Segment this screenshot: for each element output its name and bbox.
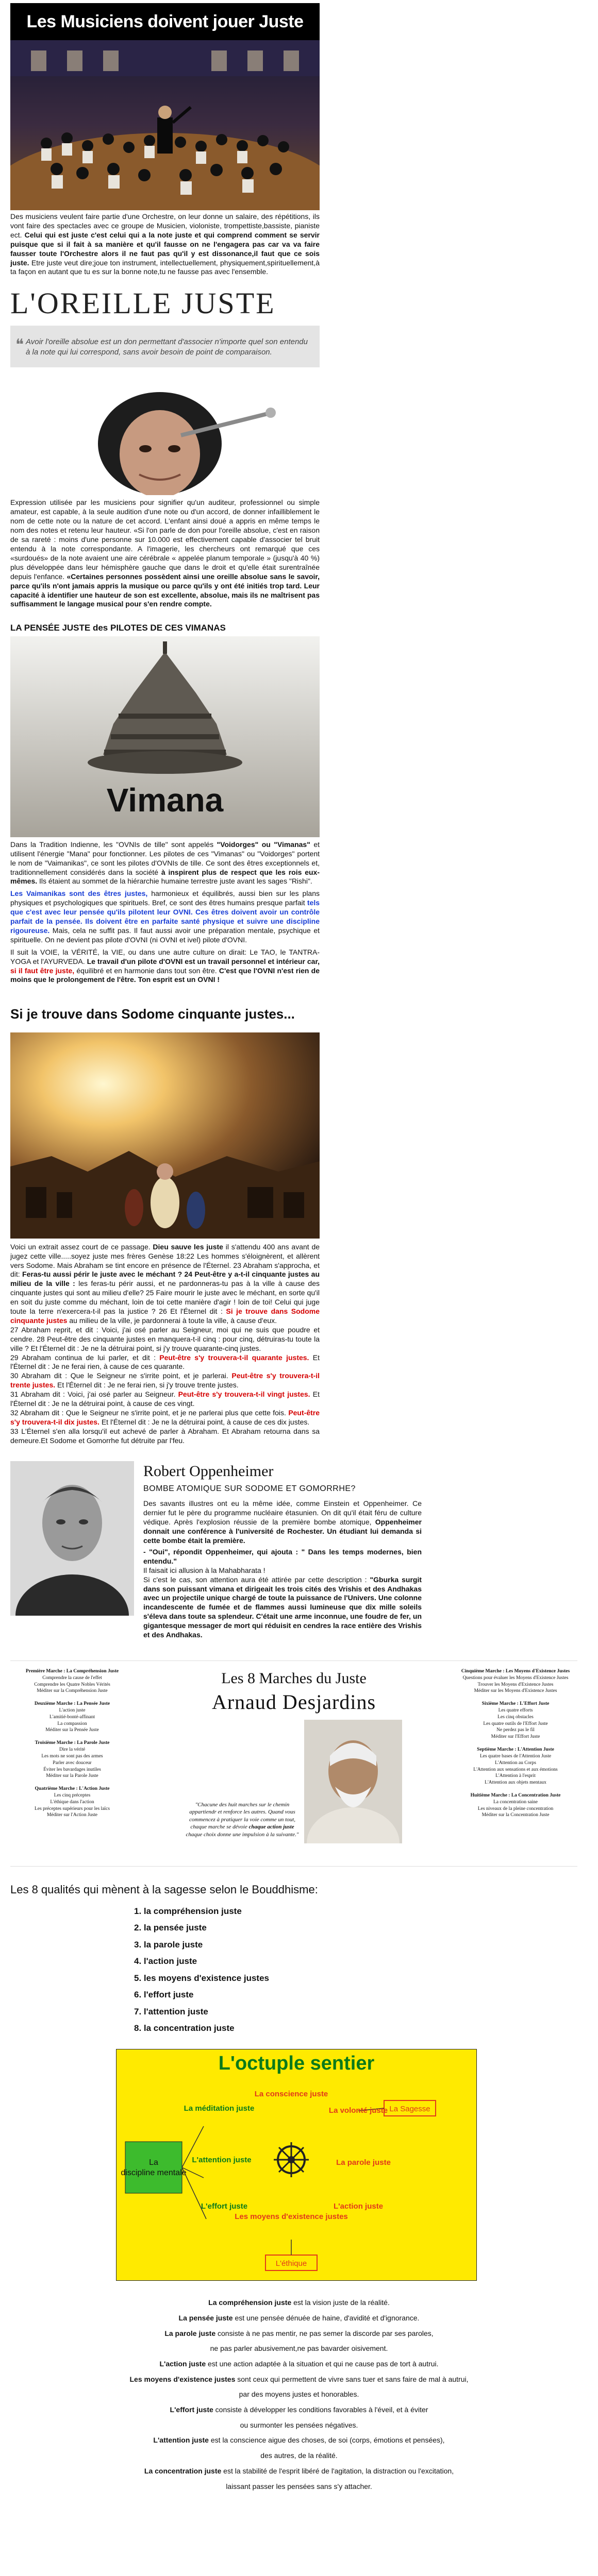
discipline-text: discipline mentale	[121, 2168, 187, 2178]
definition-text: est la conscience aigue des choses, de soi (corps, émotions et pensées),	[208, 2436, 445, 2445]
marche-heading: Troisième Marche : La Parole Juste	[35, 1740, 110, 1746]
marche-block	[454, 1668, 577, 1694]
definition-term: L'effort juste	[170, 2405, 213, 2414]
sodome-p4	[10, 1371, 320, 1390]
definitions-section	[0, 2295, 598, 2504]
desjardins-portrait	[304, 1720, 402, 1843]
vimana-illustration	[10, 636, 320, 837]
oreille-section	[10, 371, 320, 985]
page-title-text: Les Musiciens doivent jouer Juste	[26, 11, 304, 31]
definition-text: consiste à ne pas mentir, ne pas semer la discorde par ses paroles,	[215, 2329, 434, 2337]
definition-line	[21, 2387, 577, 2402]
marches-caption-a: "Chacune des huit marches sur le chemin appartiendr et renforce les autres. Quand vous commencez à pratiquer la voie comme un tout, chaque marche se dévoie	[189, 1801, 295, 1831]
list-item: 4. l'action juste	[134, 1956, 197, 1967]
definition-term: La pensée juste	[178, 2313, 233, 2322]
oppenheimer-text2-b: "Gburka surgit dans son puissant vimana et dirigeait les trois cités des Vrishis et des Andhakas avec un projectile unique chargé de toute la puissance de l'Univers. Une colonne incandescente de fumée et de flammes aussi lumineuse que dix mille soleils s'éleva dans toute sa splendeur. C'était une arme inconnue, une foudre de fer, un gigantesque messager de mort qui réduisit en cendres la race entière des Vrishis et des Andhakas.	[143, 1575, 422, 1639]
marche-line: Les cinq préceptes	[54, 1792, 91, 1798]
quote-text: Avoir l'oreille absolue est un don permettant d'associer n'importe quel son entendu à la note qui lui correspond, sans avoir besoin de point de comparaison.	[26, 337, 308, 357]
marche-block	[454, 1747, 577, 1786]
marche-line: Méditer sur la Parole Juste	[46, 1773, 98, 1779]
definition-line	[21, 2295, 577, 2311]
marches-caption	[186, 1801, 299, 1844]
marche-heading: Deuxième Marche : La Pensée Juste	[34, 1701, 110, 1707]
vimanas-text	[10, 837, 320, 985]
marche-line: Les quatre outils de l'Effort Juste	[483, 1721, 548, 1726]
oppenheimer-body	[143, 1461, 422, 1640]
orchestra-photo	[10, 40, 320, 210]
marche-line: La concentration saine	[493, 1799, 538, 1805]
sodome-p6	[10, 1409, 320, 1427]
sodome-text7b: Et l'Éternel dit : Je ne la détruirai point, à cause de ces vingt.	[10, 1390, 320, 1408]
list-item: 3. la parole juste	[134, 1939, 203, 1950]
marches-title: Les 8 Marches du Juste	[221, 1669, 367, 1687]
definition-line	[21, 2448, 577, 2464]
vimanas-p3-b: Le travail d'un pilote d'OVNI est un travail personnel et intérieur car,	[87, 957, 320, 965]
ethique-label: L'éthique	[275, 2259, 307, 2268]
node-moyens: Les moyens d'existence justes	[235, 2212, 348, 2222]
definition-text: ne pas parler abusivement,ne pas bavarder oisivement.	[210, 2344, 388, 2353]
marche-line: Les cinq obstacles	[497, 1714, 534, 1720]
marche-line: Méditer sur l'Effort Juste	[491, 1734, 540, 1740]
sodome-text8-red: Peut-être s'y trouvera-t-il dix justes.	[10, 1409, 320, 1426]
discipline-box	[125, 2142, 182, 2193]
sodome-text5b: Et l'Éternel dit : Je ne ferai rien, à cause de ces quarante.	[10, 1353, 320, 1371]
marches-center	[134, 1668, 454, 1859]
vimanas-p1-rest: et utilisent l'énergie "Mana" pour fonctionner. Les pilotes de ces "Vimanas" ou "Voidorges" portent le nom de "Vaimanikas", ce sont les pilotes d'OVNIs de tille. Ce sont des êtres exceptionnels et, traditionnellement considérés dans la société	[10, 840, 320, 876]
vimanas-p3-b2: C'est que l'OVNI n'est rien de moins que le prolongement de l'être. Ton esprit est un OVNI !	[10, 966, 320, 984]
oppenheimer-question: - "Oui", répondit Oppenheimer, qui ajouta : " Dans les temps modernes, bien entendu."	[143, 1547, 422, 1565]
marches-figure	[134, 1720, 454, 1843]
sodome-text8b: Et l'Éternel dit : Je ne la détruirai point, à cause de ces dix justes.	[101, 1417, 310, 1426]
definition-line	[21, 2341, 577, 2357]
qualites-title: Les 8 qualités qui mènent à la sagesse selon le Bouddhisme:	[10, 1883, 318, 1896]
sodome-p3	[10, 1353, 320, 1372]
octuple-diagram	[116, 2049, 477, 2284]
vimanas-p3-mid: équilibré et en harmonie dans tout son être.	[76, 966, 217, 975]
marche-line: Méditer sur la Concentration Juste	[481, 1812, 550, 1818]
marche-heading: Septième Marche : L'Attention Juste	[477, 1747, 554, 1753]
definition-text: sont ceux qui permettent de vivre sans tuer et sans faire de mal à autrui,	[235, 2375, 469, 2383]
marche-line: Méditer sur la Compréhension Juste	[37, 1688, 108, 1694]
oppenheimer-photo	[10, 1461, 134, 1616]
marche-line: L'éthique dans l'action	[50, 1799, 94, 1805]
marche-block	[10, 1701, 134, 1734]
marches-right	[454, 1668, 577, 1859]
marche-line: L'Attention au Corps	[495, 1760, 536, 1766]
sodome-text6: 30 Abraham dit : Que le Seigneur ne s'irrite point, et je parlerai.	[10, 1371, 228, 1380]
marche-line: Ne perdez pas le fil	[496, 1727, 535, 1733]
definition-term: L'attention juste	[153, 2436, 209, 2445]
vimanas-p2	[10, 889, 320, 944]
oppenheimer-subtitle: BOMBE ATOMIQUE SUR SODOME ET GOMORRHE?	[143, 1484, 356, 1494]
definition-line	[21, 2326, 577, 2342]
marche-heading: Sixième Marche : L'Effort Juste	[481, 1701, 550, 1707]
octuple-svg	[116, 2049, 477, 2281]
definition-line	[21, 2433, 577, 2448]
marche-line: Trouver les Moyens d'Existence Justes	[477, 1682, 554, 1687]
oreille-text	[10, 495, 320, 609]
sodome-title: Si je trouve dans Sodome cinquante justes...	[10, 1006, 295, 1022]
intro-p1-tail: Etre juste veut dire;joue ton instrument, intellectuellement, physiquement,spirituellement,à ta façon en autant que tu es sur la bonne note,tu ne fausse pas avec l'ensemble.	[10, 258, 320, 276]
marche-line: Méditer sur les Moyens d'Existence Justes	[474, 1688, 557, 1694]
marche-line: Dire la vérité	[59, 1747, 86, 1753]
marches-section	[10, 1660, 577, 1867]
vimanas-p2-blue: Les Vaimanikas sont des êtres justes,	[10, 889, 148, 898]
sodome-text8: 32 Abraham dit : Que le Seigneur ne s'irrite point, et je ne parlerai plus que cette fois.	[10, 1409, 286, 1417]
definition-text: par des moyens justes et honorables.	[239, 2390, 359, 2399]
definition-line	[21, 2372, 577, 2387]
qualites-section	[10, 1867, 577, 2037]
oppenheimer-name: Robert Oppenheimer	[143, 1462, 274, 1480]
definition-line	[21, 2479, 577, 2495]
orchestra-illustration	[10, 40, 320, 210]
marche-heading: Cinquième Marche : Les Moyens d'Existence Justes	[461, 1668, 570, 1674]
vimanas-p1-end: Ils étaient au sommet de la hiérarchie humaine terrestre juste avant les sages "Rishi".	[39, 877, 312, 886]
marche-line: L'Attention aux sensations et aux émotions	[473, 1767, 558, 1772]
list-item: 7. l'attention juste	[134, 2006, 208, 2016]
marche-line: Parler avec douceur	[53, 1760, 92, 1766]
marche-block	[454, 1792, 577, 1819]
marche-block	[454, 1701, 577, 1740]
sodome-text	[10, 1239, 320, 1446]
oppenheimer-text-a: Des savants illustres ont eu la même idée, comme Einstein et Oppenheimer. Ce dernier fut le père du programme nucléaire étasunien. On dit qu'il était féru de culture védique. Après l'explosion réussie de la première bombe atomique,	[143, 1499, 422, 1527]
oppenheimer-text2: Si c'est le cas, son attention aura été attirée par cette description :	[143, 1575, 367, 1584]
oppenheimer-portrait	[10, 1461, 134, 1616]
list-item: 5. les moyens d'existence justes	[134, 1973, 270, 1983]
oreille-text-1: Expression utilisée par les musiciens pour signifier qu'un auditeur, professionnel ou simple amateur, est capable, à la seule audition d'une note ou d'un accord, de donner infailliblement le nom de cette note ou la nature de cet accord. L'enfant ainsi doué a appris en même temps le nom des notes et retenu leur hauteur. «Si l'on parle de don pour l'oreille absolue, c'est en raison de sa rareté : moins d'une personne sur 10.000 est effectivement capable d'associer tel bruit entendu à la note correspondante. A l'imagerie, les chercheurs ont remarqué que ces «surdoués» de la note avaient une aire cérébrale « appelée planum temporale » (jusqu'à 40 %) plus développée dans leur hémisphère gauche que dans le droit et qu'elle était surentraînée depuis l'enfance.	[10, 498, 320, 581]
page-title	[10, 3, 320, 40]
vimana-photo	[10, 636, 320, 837]
list-item: 1. la compréhension juste	[134, 1906, 242, 1916]
vimanas-title: LA PENSÉE JUSTE des PILOTES DE CES VIMANAS	[10, 623, 226, 633]
definition-term: L'action juste	[159, 2360, 206, 2368]
definition-line	[21, 2418, 577, 2433]
ear-portrait-illustration	[10, 371, 320, 495]
vimanas-p3	[10, 948, 320, 985]
musiciens-section	[10, 3, 320, 326]
marche-heading: Huitième Marche : La Concentration Juste	[470, 1792, 561, 1798]
oppenheimer-section	[10, 1461, 577, 1640]
oppenheimer-answer: Il faisait ici allusion à la Mahabharata !	[143, 1566, 265, 1574]
definition-text: est la vision juste de la réalité.	[291, 2298, 390, 2307]
marche-line: Questions pour évaluer les Moyens d'Existence Justes	[462, 1675, 569, 1681]
intro-p1-bold: Celui qui est juste c'est celui qui a la note juste et qui comprend comment se servir puisque que si il fait à sa manière et qu'il fausse on ne l'engagera pas car va va faire fausser toute l'Orchestre alors il ne faut pas qu'il y est dissonance,il faut que ce sois juste.	[10, 230, 320, 267]
marche-heading: Première Marche : La Compréhension Juste	[25, 1668, 119, 1674]
marche-line: La compassion	[57, 1721, 87, 1726]
node-conscience: La conscience juste	[254, 2090, 328, 2099]
marche-block	[10, 1740, 134, 1780]
definition-text: des autres, de la réalité.	[260, 2451, 338, 2460]
sodome-text7: 31 Abraham dit : Voici, j'ai osé parler au Seigneur.	[10, 1390, 176, 1399]
vimanas-p1-a: Dans la Tradition Indienne, les "OVNIs de tille" sont appelés	[10, 840, 214, 849]
node-volonte: La volonté juste	[328, 2106, 388, 2115]
marche-line: Les quatre efforts	[498, 1708, 533, 1713]
marche-line: Éviter les bavardages inutiles	[43, 1767, 101, 1772]
sodome-intro: Voici un extrait assez court de ce passage.	[10, 1242, 151, 1251]
intro-text	[10, 210, 320, 277]
vimanas-p1-b2: à inspirent plus de respect que les rois eux-mêmes.	[10, 868, 320, 886]
node-parole: La parole juste	[336, 2158, 391, 2167]
sodome-text6-red: Peut-être s'y trouvera-t-il trente justes.	[10, 1371, 320, 1389]
vimanas-p2-blue2: tels que c'est avec leur pensée qu'ils pilotent leur OVNI. Ces êtres doivent avoir un contrôle parfait de la pensée. Ils doivent être en parfaite santé physique et suivre une discipline rigoureuse.	[10, 899, 320, 935]
oppenheimer-text-b: Oppenheimer donnait une conférence à l'université de Rochester. Un étudiant lui demanda si cette bombe était la première.	[143, 1518, 422, 1545]
oreille-text-2: «Certaines personnes possèdent ainsi une oreille absolue sans le savoir, parce qu'ils n'ont jamais appris la musique ou parce qu'ils y ont été initiés trop tard. Leur capacité à identifier une hauteur de son est excellente, absolue, mais ils ne maîtrisent pas suffisamment le langage musical pour s'en rendre compte.	[10, 572, 320, 608]
musician-portrait	[10, 371, 320, 495]
marche-block	[10, 1668, 134, 1694]
sodome-text-b: Feras-tu aussi périr le juste avec le méchant ? 24 Peut-être y a-t-il cinquante justes au milieu de la ville :	[10, 1270, 320, 1288]
marches-author: Arnaud Desjardins	[211, 1690, 376, 1714]
marche-line: L'amitié-bonté-affinant	[49, 1714, 95, 1720]
sodome-text2: les feras-tu périr aussi, et ne pardonneras-tu pas à la ville à cause des cinquante justes qui sont au milieu d'elle? 25 Faire mourir le juste avec le méchant, en sorte qu'il en soit du juste comme du méchant, loin de toi cette manière d'agir ! loin de toi! Celui qui juge toute la terre n'exercera-t-il pas la justice ? 26 Et l'Éternel dit :	[10, 1279, 320, 1316]
list-item: 8. la concentration juste	[134, 2023, 235, 2033]
sodome-text2-red: Si je trouve dans Sodome cinquante justes	[10, 1307, 320, 1325]
vimanas-p1	[10, 840, 320, 887]
definition-term: La compréhension juste	[208, 2298, 292, 2307]
definition-text: est la stabilité de l'esprit libéré de l'agitation, la distraction ou l'excitation,	[221, 2466, 454, 2475]
oreille-title: L'OREILLE JUSTE	[10, 286, 276, 320]
sodome-text7-red: Peut-être s'y trouvera-t-il vingt justes.	[178, 1390, 310, 1399]
marche-block	[10, 1786, 134, 1819]
marches-caption-end: chaque choix donne une impulsion à la suivante."	[186, 1831, 299, 1838]
sodome-p7: 33 L'Éternel s'en alla lorsqu'il eut achevé de parler à Abraham. Et Abraham retourna dans sa demeure.Et Sodome et Gomorrhe fut détruite par l'feu.	[10, 1427, 320, 1445]
sodome-p1	[10, 1243, 320, 1326]
sodome-text5: 29 Abraham continua de lui parler, et dit :	[10, 1353, 156, 1362]
definition-text: est une pensée dénuée de haine, d'avidité et d'ignorance.	[232, 2313, 420, 2322]
marche-line: L'Attention à l'esprit	[495, 1773, 536, 1779]
sodome-illustration	[10, 1032, 320, 1239]
definition-text: ou surmonter les pensées négatives.	[240, 2420, 358, 2429]
sodome-p2: 27 Abraham reprit, et dit : Voici, j'ai osé parler au Seigneur, moi qui ne suis que poudre et cendre. 28 Peut-être des cinquante justes en manquera-t-il cinq : pour cinq, détruiras-tu toute la ville ? Et l'Éternel dit : Je ne la détruirai point, si j'y trouve quarante-cinq justes.	[10, 1325, 320, 1352]
definition-text: est une action adaptée à la situation et qui ne cause pas de tort à autrui.	[206, 2360, 439, 2368]
sodome-text5-red: Peut-être s'y trouvera-t-il quarante justes.	[159, 1353, 309, 1362]
definition-line	[21, 2311, 577, 2326]
marche-line: Méditer sur la Pensée Juste	[45, 1727, 99, 1733]
marche-line: Les niveaux de la pleine concentration	[477, 1806, 554, 1811]
marche-line: L'Attention aux objets mentaux	[485, 1780, 546, 1786]
sodome-text6b: Et l'Éternel dit : Je ne ferai rien, si j'y trouve trente justes.	[57, 1381, 239, 1389]
quote-mark-icon: ❝	[15, 336, 24, 353]
list-item: 6. l'effort juste	[134, 1990, 194, 2000]
marche-line: Les mots ne sont pas des armes	[41, 1753, 103, 1759]
oreille-quote	[10, 326, 320, 368]
sodome-text-a: il s'attendu 400 ans avant de jugez cette ville.....soyez juste mes frères Genèse 18:22 Les hommes s'éloignèrent, et allèrent vers Sodome. Mais Abraham se tint encore en présence de l'Éternel. 23 Abraham s'approcha, et dit:	[10, 1242, 320, 1279]
sodome-intro-b: Dieu sauve les juste	[153, 1242, 223, 1251]
definition-text: consiste à développer les conditions favorables à l'éveil, et à éviter	[213, 2405, 428, 2414]
vimanas-p3-red: si il faut être juste,	[10, 966, 75, 975]
marche-line: Comprendre les Quatre Nobles Vérités	[34, 1682, 110, 1687]
definition-term: Les moyens d'existence justes	[129, 2375, 236, 2383]
qualites-list	[10, 1903, 577, 2037]
sagesse-label: La Sagesse	[389, 2105, 430, 2114]
definition-term: La parole juste	[164, 2329, 216, 2337]
vimanas-p2-text: harmonieux et équilibrés, aussi bien sur les plans physiques et psychologiques que spirituels. Bref, ce sont des êtres humains presque parfait	[10, 889, 320, 907]
vimanas-p1-b1: "Voidorges" ou "Vimanas"	[217, 840, 310, 849]
definition-line	[21, 2357, 577, 2372]
definition-line	[21, 2402, 577, 2418]
marche-line: Comprendre la cause de l'effet	[42, 1675, 102, 1681]
discipline-text: La	[149, 2158, 158, 2167]
marches-caption-b: chaque action juste	[248, 1824, 294, 1831]
vimanas-p3-text: Il suit la VOIE, la VÉRITÉ, la VIE, ou dans une autre culture on dirait: Le TAO, le TANTRA-YOGA et l'AYURVEDA.	[10, 947, 320, 965]
marches-left	[10, 1668, 134, 1859]
sodome-painting	[10, 1032, 320, 1239]
definition-term: La concentration juste	[144, 2466, 222, 2475]
dharma-wheel-icon	[274, 2142, 309, 2177]
node-attention: L'attention juste	[192, 2156, 252, 2165]
intro-p1: Des musiciens veulent faire partie d'une Orchestre, on leur donne un salaire, des répétitions, ils vont faire des spectacles avec ce groupe de Musicien, violoniste, trompettiste,bassiste, pianiste ect.	[10, 212, 320, 239]
sodome-section	[10, 1032, 320, 1446]
vimana-caption: Vimana	[106, 781, 224, 819]
node-effort: L'effort juste	[201, 2202, 248, 2211]
marche-line: Méditer sur l'Action Juste	[46, 1812, 97, 1818]
vimanas-p2-end: Mais, cela ne suffit pas. Il faut aussi avoir une préparation mentale, psychique et spirituelle. On ne devient pas pilote d'OVNI (ni OVNI et ivel) pilote d'OVNI.	[10, 926, 320, 944]
octuple-title: L'octuple sentier	[218, 2053, 375, 2075]
marche-line: Les préceptes supérieurs pour les laïcs	[35, 1806, 110, 1811]
definition-line	[21, 2464, 577, 2479]
oppenheimer-text	[143, 1499, 422, 1640]
node-action: L'action juste	[333, 2202, 384, 2211]
sodome-text3: au milieu de la ville, je pardonnerai à toute la ville, à cause d'eux.	[69, 1316, 277, 1325]
node-meditation: La méditation juste	[184, 2104, 255, 2113]
marche-line: Les quatre bases de l'Attention Juste	[479, 1753, 552, 1759]
marche-heading: Quatrième Marche : L'Action Juste	[35, 1786, 110, 1792]
sodome-p5	[10, 1390, 320, 1409]
list-item: 2. la pensée juste	[134, 1923, 207, 1933]
marche-line: L'action juste	[59, 1708, 86, 1713]
definition-text: laissant passer les pensées sans s'y attacher.	[226, 2482, 372, 2490]
